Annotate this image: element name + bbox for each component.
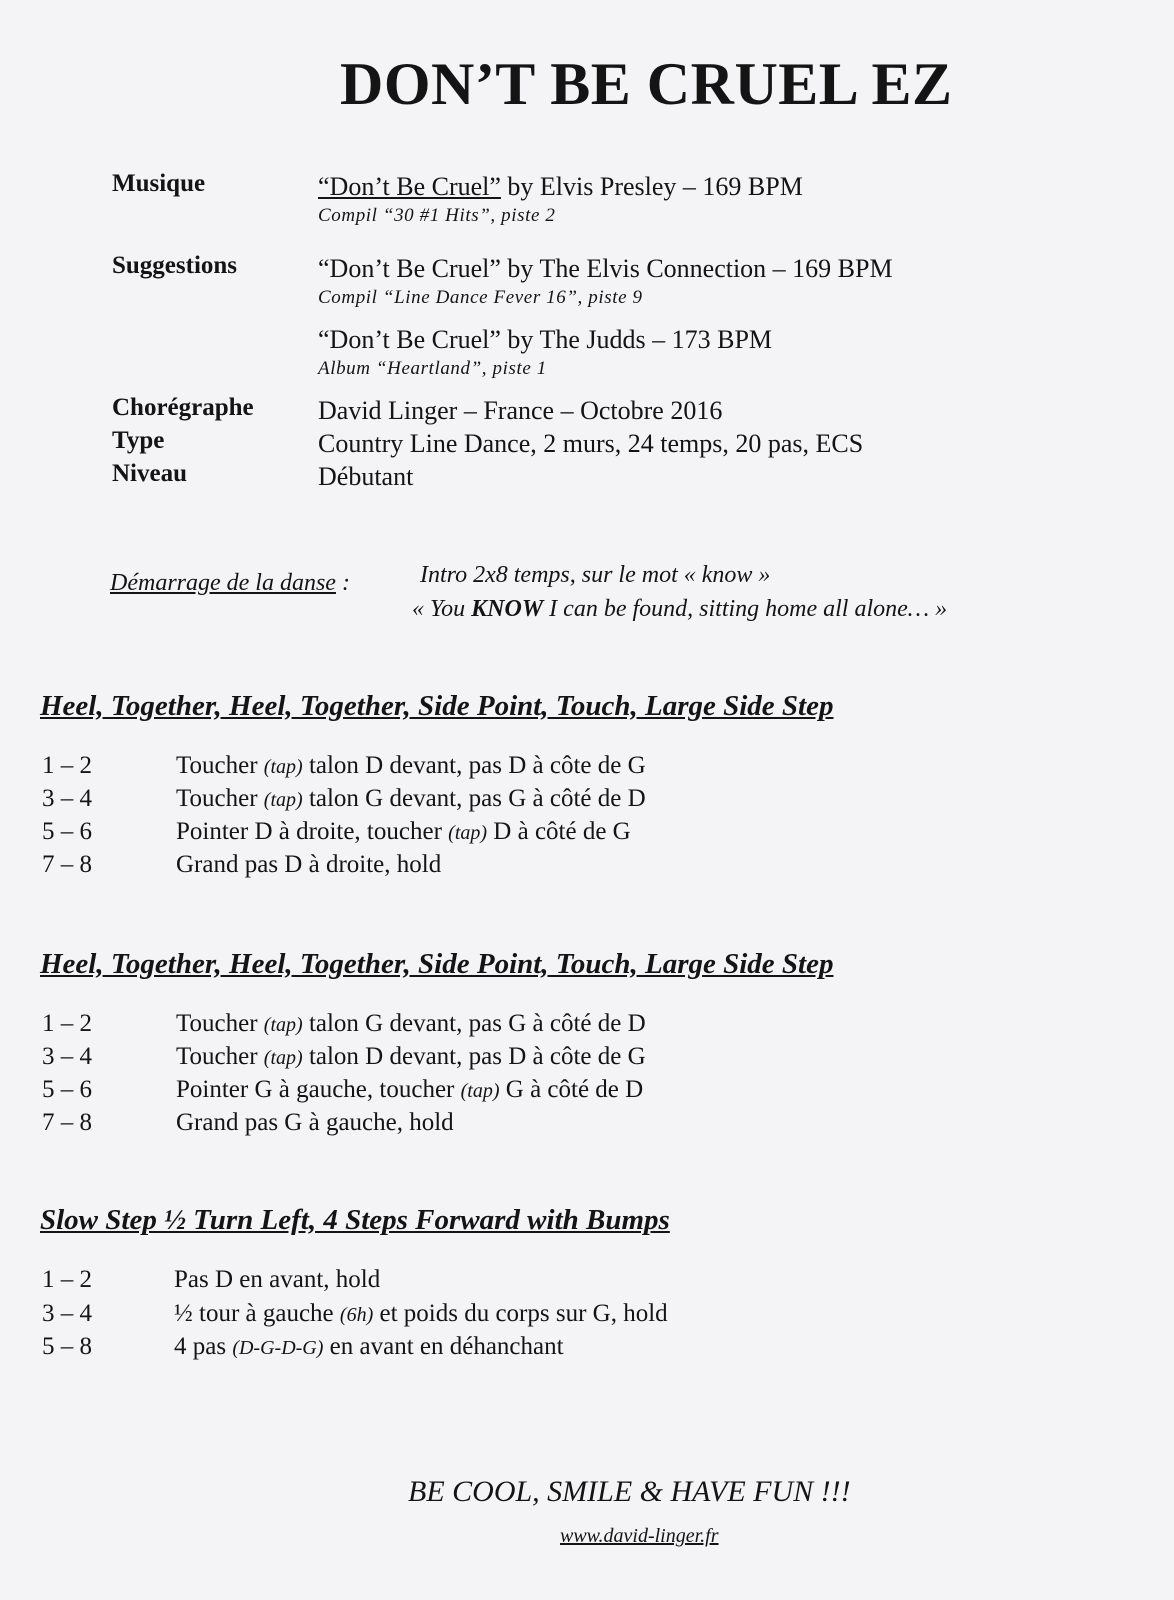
niveau-value: Débutant	[318, 462, 414, 491]
musique-label: Musique	[112, 170, 206, 197]
suggestion-1-subtitle: Compil “Line Dance Fever 16”, piste 9	[318, 287, 643, 308]
step-description: Toucher (tap) talon G devant, pas G à côté de D	[176, 1010, 646, 1037]
musique-artist: by Elvis Presley – 169 BPM	[500, 172, 803, 201]
suggestion-1: “Don’t Be Cruel” by The Elvis Connection – 169 BPM	[318, 254, 893, 283]
step-description: ½ tour à gauche (6h) et poids du corps sur G, hold	[174, 1300, 668, 1327]
start-label: Démarrage de la danse :	[110, 570, 350, 596]
website-link[interactable]: www.david-linger.fr	[560, 1525, 719, 1547]
step-count: 5 – 6	[42, 818, 92, 845]
page-title: DON’T BE CRUEL EZ	[340, 51, 953, 117]
step-count: 1 – 2	[42, 1010, 92, 1037]
section-2-title: Heel, Together, Heel, Together, Side Point, Touch, Large Side Step	[40, 948, 834, 980]
step-count: 1 – 2	[42, 1266, 92, 1293]
footer-motto: BE COOL, SMILE & HAVE FUN !!!	[408, 1475, 851, 1508]
step-description: Pas D en avant, hold	[174, 1266, 381, 1293]
musique-subtitle: Compil “30 #1 Hits”, piste 2	[318, 205, 556, 226]
start-line-1: Intro 2x8 temps, sur le mot « know »	[420, 562, 771, 588]
step-count: 3 – 4	[42, 785, 92, 812]
step-description: Grand pas G à gauche, hold	[176, 1109, 454, 1136]
step-count: 3 – 4	[42, 1300, 92, 1327]
choregraphe-label: Chorégraphe	[112, 394, 254, 421]
step-description: Pointer G à gauche, toucher (tap) G à côté de D	[176, 1076, 644, 1103]
step-count: 7 – 8	[42, 851, 92, 878]
step-count: 3 – 4	[42, 1043, 92, 1070]
musique-value	[318, 172, 803, 202]
step-description: Pointer D à droite, toucher (tap) D à côté de G	[176, 818, 631, 845]
choregraphe-value: David Linger – France – Octobre 2016	[318, 396, 723, 425]
step-description: 4 pas (D-G-D-G) en avant en déhanchant	[174, 1333, 564, 1360]
suggestion-2-subtitle: Album “Heartland”, piste 1	[318, 358, 547, 379]
step-description: Toucher (tap) talon G devant, pas G à côté de D	[176, 785, 646, 812]
suggestions-label: Suggestions	[112, 252, 238, 279]
start-line-2: « You KNOW I can be found, sitting home all alone… »	[412, 596, 948, 622]
step-count: 5 – 6	[42, 1076, 92, 1103]
musique-song-title: “Don’t Be Cruel”	[318, 172, 501, 201]
step-count: 5 – 8	[42, 1333, 92, 1360]
step-count: 7 – 8	[42, 1109, 92, 1136]
step-description: Toucher (tap) talon D devant, pas D à côte de G	[176, 752, 646, 779]
suggestion-2: “Don’t Be Cruel” by The Judds – 173 BPM	[318, 325, 773, 354]
section-3-title: Slow Step ½ Turn Left, 4 Steps Forward with Bumps	[40, 1204, 670, 1236]
type-value: Country Line Dance, 2 murs, 24 temps, 20 pas, ECS	[318, 429, 864, 458]
step-description: Toucher (tap) talon D devant, pas D à côte de G	[176, 1043, 646, 1070]
step-count: 1 – 2	[42, 752, 92, 779]
step-description: Grand pas D à droite, hold	[176, 851, 442, 878]
section-1-title: Heel, Together, Heel, Together, Side Point, Touch, Large Side Step	[40, 690, 834, 722]
type-label: Type	[112, 427, 165, 454]
niveau-label: Niveau	[112, 460, 187, 487]
